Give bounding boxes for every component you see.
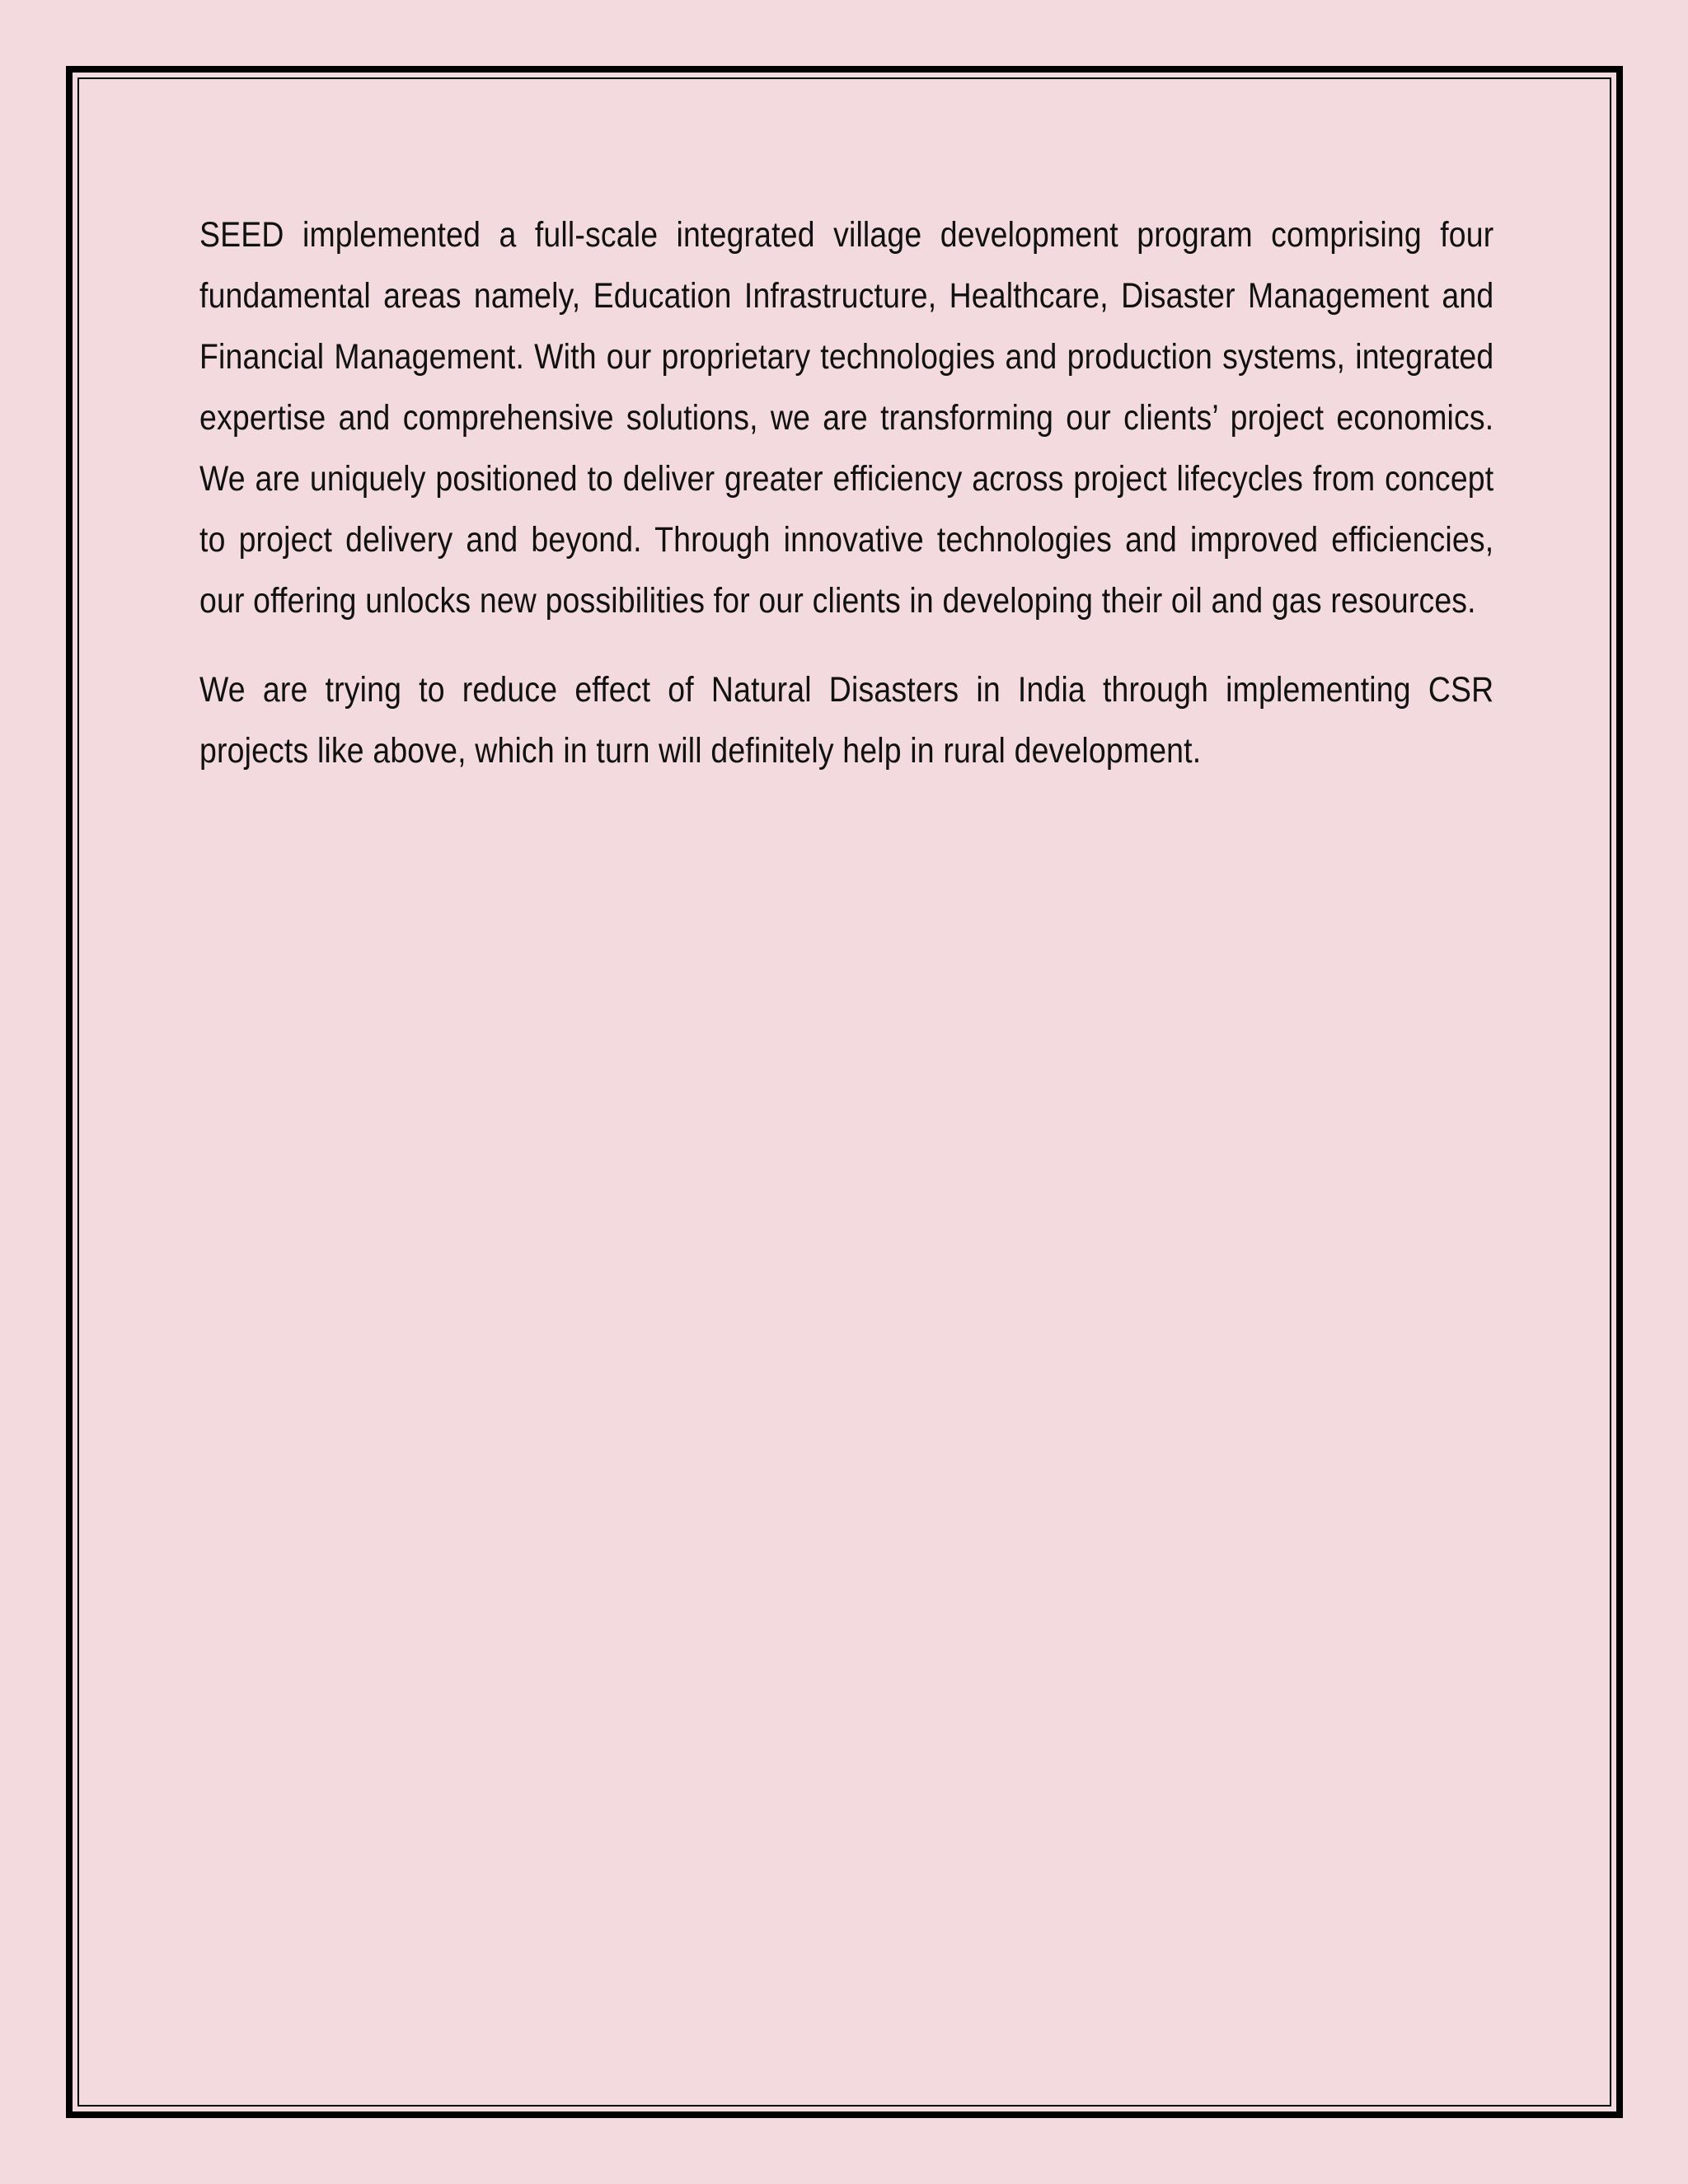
document-body bbox=[199, 204, 1493, 809]
paragraph-seed-program: SEED implemented a full-scale integrated village development program comprising four fundamental areas namely, Education Infrastructure, Healthcare, Disaster Management and Financial Management. With our proprietary technologies and production systems, integrated expertise and comprehensive solutions, we are transforming our clients’ project economics. We are uniquely positioned to deliver greater efficiency across project lifecycles from concept to project delivery and beyond. Through innovative technologies and improved efficiencies, our offering unlocks new possibilities for our clients in developing their oil and gas resources. bbox=[199, 215, 1494, 621]
page-border bbox=[66, 66, 1623, 2118]
paragraph-natural-disasters: We are trying to reduce effect of Natural Disasters in India through implementing CSR projects like above, which in turn will definitely help in rural development. bbox=[199, 670, 1494, 771]
